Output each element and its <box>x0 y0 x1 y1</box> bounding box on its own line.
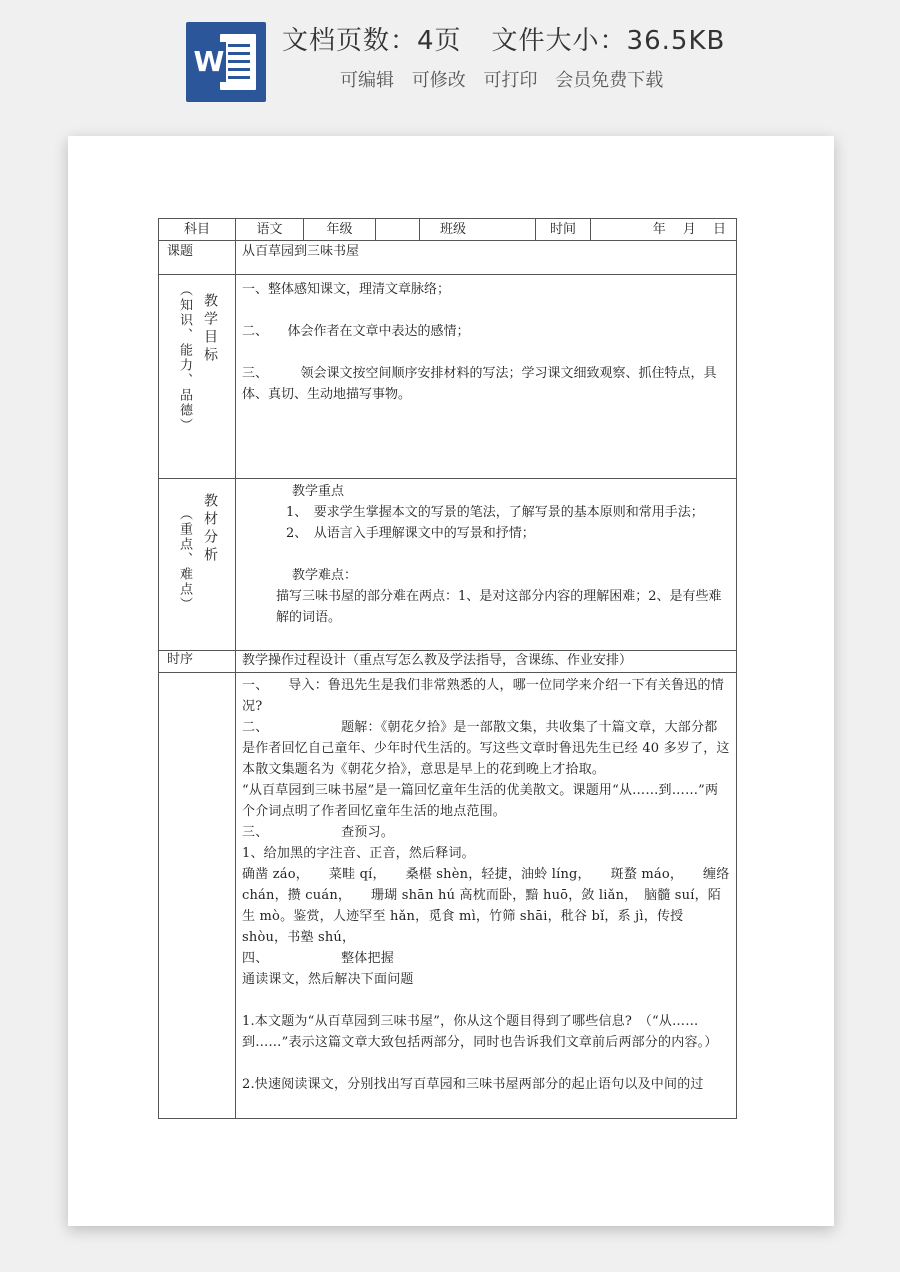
focus-item: 1、 要求学生掌握本文的写景的笔法，了解写景的基本原则和常用手法； <box>286 505 704 520</box>
process-line <box>242 1053 730 1074</box>
process-line: 四、 整体把握 <box>242 951 394 966</box>
topic-value: 从百草园到三味书屋 <box>236 241 737 275</box>
process-title: 教学操作过程设计（重点写怎么教及学法指导，含课练、作业安排） <box>236 651 737 673</box>
page-count: 文档页数：4页 <box>282 26 462 56</box>
goal-item: 三、 领会课文按空间顺序安排材料的写法；学习课文细致观察、抓住特点，具体、真切、生动地描写事物。 <box>242 366 717 402</box>
process-line: 通读课文，然后解决下面问题 <box>242 972 414 987</box>
process-line: 2.快速阅读课文，分别找出写百草园和三味书屋两部分的起止语句以及中间的过 <box>242 1077 704 1092</box>
date-field: 年 月 日 <box>591 219 737 241</box>
focus-title: 教学重点 <box>292 484 345 499</box>
process-content <box>236 673 737 1119</box>
class-label: 班级 <box>420 219 536 241</box>
subject-label: 科目 <box>159 219 236 241</box>
process-line: 确凿 záo， 菜畦 qí， 桑椹 shèn，轻捷，油蛉 líng， 斑蝥 máo， 缠络 chán，攒 cuán， 珊瑚 shān hú 高枕而卧，黯 huō，敛 liǎn， 脑髓 suí，陌生 mò。鉴赏，人迹罕至 hǎn，觅食 mì，竹筛 shāi，秕谷 bǐ，系 jì，传授 shòu，书塾 shú， <box>242 867 730 945</box>
goals-content <box>236 275 737 479</box>
grade-value <box>376 219 420 241</box>
analysis-row <box>159 479 737 651</box>
time-order-label: 时序 <box>159 651 236 673</box>
process-line: 二、 题解：《朝花夕拾》是一部散文集，共收集了十篇文章，大部分都是作者回忆自己童年、少年时代生活的。写这些文章时鲁迅先生已经 40 多岁了，这本散文集题名为《朝花夕拾》，意思是早上的花到晚上才拾取。 <box>242 720 730 777</box>
process-line <box>242 990 730 1011</box>
feature-modifiable: 可修改 <box>411 70 466 91</box>
process-header-row <box>159 651 737 673</box>
difficulty-text: 描写三味书屋的部分难在两点：1、是对这部分内容的理解困难；2、是有些难解的词语。 <box>276 589 722 625</box>
feature-editable: 可编辑 <box>340 70 394 91</box>
goals-label-cell <box>159 275 236 479</box>
analysis-label-cell <box>159 479 236 651</box>
goals-label: 教学目标 <box>202 293 218 365</box>
file-info <box>282 20 726 57</box>
goal-item: 二、 体会作者在文章中表达的感情； <box>242 324 470 339</box>
lesson-plan-table <box>158 218 737 1119</box>
process-line: 三、 查预习。 <box>242 825 394 840</box>
topic-label: 课题 <box>159 241 236 275</box>
file-size: 文件大小：36.5KB <box>491 26 726 56</box>
process-line: 1.本文题为“从百草园到三味书屋”，你从这个题目得到了哪些信息? （“从……到……”表示这篇文章大致包括两部分，同时也告诉我们文章前后两部分的内容。） <box>242 1014 718 1050</box>
analysis-label: 教材分析 <box>202 493 218 565</box>
word-doc-icon <box>186 22 266 102</box>
grade-label: 年级 <box>304 219 376 241</box>
feature-list <box>340 66 671 92</box>
download-banner <box>0 0 900 120</box>
topic-row <box>159 241 737 275</box>
goals-sub-label: （知识、能力、品德） <box>177 283 192 433</box>
feature-member-download: 会员免费下载 <box>555 70 664 91</box>
subject-value: 语文 <box>236 219 304 241</box>
analysis-content <box>236 479 737 651</box>
goal-item: 一、整体感知课文，理清文章脉络； <box>242 282 451 297</box>
time-label: 时间 <box>536 219 591 241</box>
feature-printable: 可打印 <box>483 70 538 91</box>
process-row <box>159 673 737 1119</box>
analysis-sub-label: （重点、难点） <box>177 507 192 612</box>
process-line: 一、 导入：鲁迅先生是我们非常熟悉的人，哪一位同学来介绍一下有关鲁迅的情况? <box>242 678 724 714</box>
word-letter: W <box>192 42 226 82</box>
difficulty-title: 教学难点： <box>292 568 358 583</box>
process-line: 1、给加黑的字注音、正音，然后释词。 <box>242 846 475 861</box>
document-page <box>68 136 834 1226</box>
goals-row <box>159 275 737 479</box>
process-line: “从百草园到三味书屋”是一篇回忆童年生活的优美散文。课题用“从……到……”两个介词点明了作者回忆童年生活的地点范围。 <box>242 783 719 819</box>
focus-item: 2、 从语言入手理解课文中的写景和抒情； <box>286 526 535 541</box>
time-order-cell <box>159 673 236 1119</box>
header-row <box>159 219 737 241</box>
